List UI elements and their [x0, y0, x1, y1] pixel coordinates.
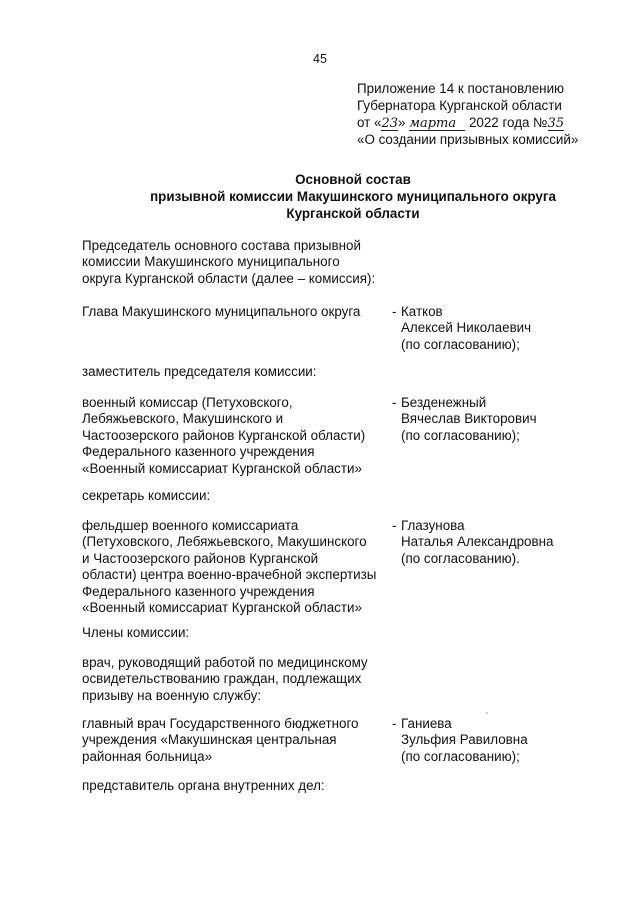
title-line-2: призывной комиссии Макушинского муниципального округа — [150, 189, 556, 204]
chairman-surname-text: Катков — [401, 304, 443, 319]
doctor-name: Зульфия Равиловна — [401, 732, 528, 748]
chairman-intro-line-2: комиссии Макушинского муниципального — [82, 254, 340, 270]
deputy-position-line: «Военный комиссариат Курганской области» — [82, 460, 362, 476]
chairman-position-text: Глава Макушинского муниципального округа — [82, 304, 361, 319]
doctor-header-line: призыву на военную службу: — [82, 687, 262, 703]
appendix-line-2: Губернатора Курганской области — [357, 98, 562, 113]
chairman-name: Алексей Николаевич — [401, 320, 532, 336]
secretary-position-line: и Частоозерского районов Курганской — [82, 550, 319, 566]
deputy-position — [82, 395, 387, 477]
deputy-position-line: Лебяжьевского, Макушинского и — [82, 411, 284, 427]
doctor-position-line: учреждения «Макушинская центральная — [82, 732, 337, 748]
members-header: Члены комиссии: — [82, 625, 190, 640]
doctor-surname-text: Ганиева — [401, 716, 452, 731]
doctor-surname: - Ганиева — [392, 716, 452, 731]
appendix-header — [357, 80, 627, 148]
title-line-1: Основной состав — [295, 172, 411, 187]
deputy-header: заместитель председателя комиссии: — [82, 364, 317, 379]
deputy-person — [392, 395, 592, 444]
doctor-note: (по согласованию); — [401, 748, 520, 764]
chairman-note: (по согласованию); — [401, 336, 520, 352]
secretary-person — [392, 518, 592, 567]
secretary-surname: - Глазунова — [392, 518, 465, 533]
chairman-intro-line-3: округа Курганской области (далее – комиссия): — [82, 270, 376, 286]
chairman-surname: - Катков — [392, 304, 443, 319]
appendix-date-prefix: от « — [357, 115, 382, 130]
scan-speck — [486, 712, 488, 714]
deputy-position-line: военный комиссар (Петуховского, — [82, 395, 293, 410]
chairman-position — [82, 304, 387, 320]
title-line-3: Курганской области — [286, 206, 420, 221]
doctor-position-line: главный врач Государственного бюджетного — [82, 716, 359, 731]
doctor-person — [392, 716, 592, 765]
deputy-position-line: Федерального казенного учреждения — [82, 444, 315, 460]
secretary-note: (по согласованию). — [401, 550, 520, 566]
handwritten-day: 23 — [381, 116, 399, 131]
doctor-position — [82, 716, 387, 765]
chairman-intro-line-1: Председатель основного состава призывной — [82, 238, 361, 253]
appendix-date-mid: » — [398, 115, 406, 130]
secretary-surname-text: Глазунова — [401, 518, 465, 533]
appendix-line-4: «О создании призывных комиссий» — [357, 132, 579, 147]
secretary-position-line: Федерального казенного учреждения — [82, 583, 315, 599]
secretary-position-line: области) центра военно-врачебной экспертизы — [82, 567, 377, 583]
doctor-header-line: врач, руководящий работой по медицинскому — [82, 655, 368, 670]
deputy-name: Вячеслав Викторович — [401, 411, 537, 427]
appendix-line-3 — [357, 114, 627, 131]
chairman-intro — [82, 238, 375, 287]
secretary-position-line: (Петуховского, Лебяжьевского, Макушинского — [82, 534, 367, 550]
handwritten-number: 35 — [547, 116, 565, 131]
deputy-note: (по согласованию); — [401, 427, 520, 443]
appendix-year: 2022 года № — [468, 115, 548, 130]
document-title — [0, 171, 640, 222]
appendix-line-1: Приложение 14 к постановлению — [357, 81, 565, 96]
chairman-person — [392, 304, 592, 353]
police-header: представитель органа внутренних дел: — [82, 778, 325, 793]
handwritten-month: марта — [409, 117, 465, 131]
page-number: 45 — [313, 52, 327, 66]
deputy-position-line: Частоозерского районов Курганской области) — [82, 427, 366, 443]
secretary-position-line: «Военный комиссариат Курганской области» — [82, 600, 362, 616]
secretary-position-line: фельдшер военного комиссариата — [82, 518, 299, 533]
deputy-surname-text: Безденежный — [401, 395, 487, 410]
doctor-header-line: освидетельствованию граждан, подлежащих — [82, 671, 362, 687]
secretary-position — [82, 518, 387, 616]
doctor-position-line: районная больница» — [82, 748, 213, 764]
deputy-surname: - Безденежный — [392, 395, 487, 410]
doctor-header — [82, 655, 368, 704]
secretary-header: секретарь комиссии: — [82, 488, 211, 503]
secretary-name: Наталья Александровна — [401, 534, 554, 550]
